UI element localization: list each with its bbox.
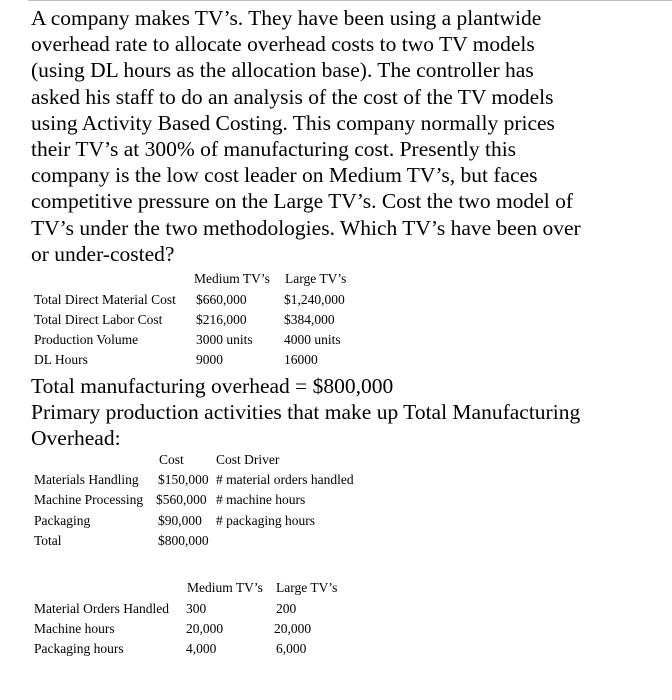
activity-row-driver: # machine hours (216, 492, 306, 507)
question-text (31, 5, 656, 267)
activity-row-label: Packaging (34, 513, 91, 528)
question-line: or under-costed? (31, 241, 175, 266)
activity-row-label: Materials Handling (34, 472, 139, 487)
driver-row-large: 20,000 (274, 621, 312, 636)
top-divider (28, 0, 672, 1)
activity-row-cost: $560,000 (156, 492, 207, 507)
question-line: their TV’s at 300% of manufacturing cost. Presently this (31, 137, 517, 162)
question-line: using Activity Based Costing. This company normally prices (31, 110, 555, 135)
cost-row-label: DL Hours (34, 352, 88, 367)
question-line: competitive pressure on the Large TV’s. Cost the two model of (31, 189, 573, 214)
question-line: company is the low cost leader on Medium TV’s, but faces (31, 163, 538, 188)
cost-row-label: Production Volume (34, 332, 139, 347)
driver-row-label: Packaging hours (34, 641, 124, 656)
activities-heading-line-1: Primary production activities that make up Total Manufacturing (31, 400, 581, 424)
cost-row-large: $384,000 (284, 312, 335, 327)
driver-row-medium: 20,000 (186, 621, 224, 636)
cost-table-header-large: Large TV’s (285, 271, 347, 286)
cost-row-medium: 9000 (196, 352, 223, 367)
question-line: asked his staff to do an analysis of the cost of the TV models (31, 84, 554, 109)
driver-row-medium: 4,000 (186, 641, 217, 656)
driver-row-label: Machine hours (34, 621, 115, 636)
activity-row-cost: $90,000 (158, 513, 202, 528)
driver-row-label: Material Orders Handled (34, 601, 169, 616)
activity-row-label: Total (34, 533, 62, 548)
cost-row-medium: $660,000 (196, 292, 247, 307)
question-line: TV’s under the two methodologies. Which TV’s have been over (31, 215, 581, 240)
driver-row-large: 200 (276, 601, 297, 616)
cost-row-label: Total Direct Material Cost (34, 292, 176, 307)
driver-header-medium: Medium TV’s (187, 580, 263, 595)
cost-table-header-medium: Medium TV’s (194, 271, 270, 286)
driver-row-large: 6,000 (276, 641, 307, 656)
cost-row-label: Total Direct Labor Cost (34, 312, 163, 327)
activity-row-label: Machine Processing (34, 492, 144, 507)
activity-row-cost: $800,000 (158, 533, 209, 548)
total-overhead-line: Total manufacturing overhead = $800,000 (31, 374, 394, 398)
activity-header-cost: Cost (159, 452, 184, 467)
question-line: overhead rate to allocate overhead costs to two TV models (31, 32, 535, 57)
cost-row-large: 16000 (284, 352, 318, 367)
driver-row-medium: 300 (186, 601, 207, 616)
activity-row-cost: $150,000 (158, 472, 209, 487)
activity-header-driver: Cost Driver (216, 452, 280, 467)
activity-row-driver: # material orders handled (216, 472, 354, 487)
cost-row-large: 4000 units (284, 332, 341, 347)
driver-header-large: Large TV’s (276, 580, 338, 595)
activities-heading-line-2: Overhead: (31, 426, 121, 450)
cost-row-medium: 3000 units (196, 332, 253, 347)
activity-row-driver: # packaging hours (216, 513, 315, 528)
cost-row-medium: $216,000 (196, 312, 247, 327)
question-line: A company makes TV’s. They have been using a plantwide (31, 6, 542, 30)
question-line: (using DL hours as the allocation base). The controller has (31, 58, 534, 83)
cost-row-large: $1,240,000 (284, 292, 345, 307)
